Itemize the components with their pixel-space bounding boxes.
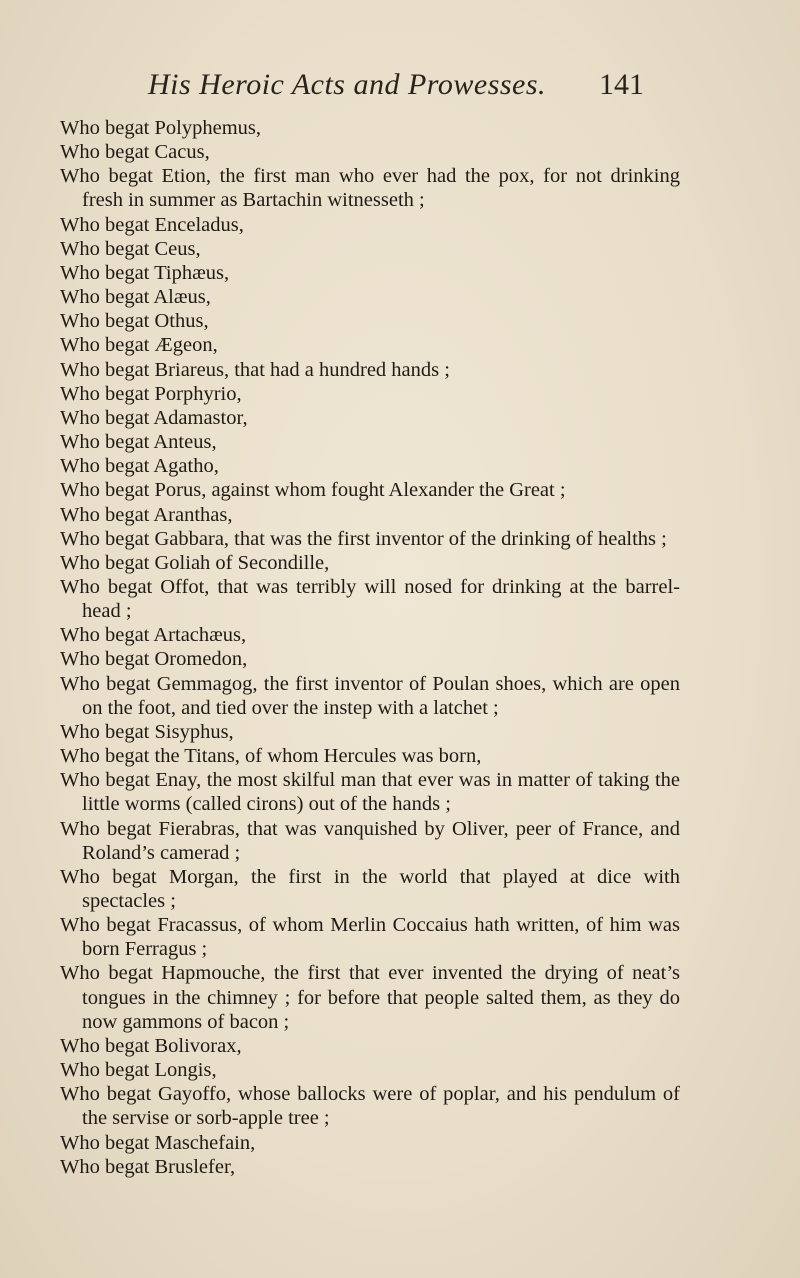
genealogy-entry: Who begat Artachæus, <box>60 624 247 647</box>
genealogy-entry: Who begat Cacus, <box>60 141 210 164</box>
genealogy-entry: Who begat Porus, against whom fought Alexander the Great ; <box>60 479 566 502</box>
page-number: 141 <box>599 68 644 101</box>
genealogy-entry: Who begat Agatho, <box>60 455 219 478</box>
genealogy-text <box>60 116 680 1179</box>
genealogy-entry: Who begat Briareus, that had a hundred hands ; <box>60 358 450 381</box>
genealogy-entry: Who begat Etion, the first man who ever had the pox, for not drinking fresh in summer as Bartachin witnesseth ; <box>60 165 680 212</box>
genealogy-entry: Who begat Oromedon, <box>60 648 248 671</box>
genealogy-entry: Who begat Enay, the most skilful man that ever was in matter of taking the little worms (called cirons) out of the hands ; <box>60 769 680 816</box>
genealogy-entry: Who begat Morgan, the first in the world that played at dice with spectacles ; <box>60 865 680 912</box>
genealogy-entry: Who begat Gabbara, that was the first inventor of the drinking of healths ; <box>60 527 667 550</box>
genealogy-entry: Who begat Othus, <box>60 310 209 333</box>
genealogy-entry: Who begat Polyphemus, <box>60 117 261 139</box>
genealogy-entry: Who begat Longis, <box>60 1059 217 1082</box>
genealogy-entry: Who begat Bolivorax, <box>60 1034 242 1057</box>
genealogy-entry: Who begat Gayoffo, whose ballocks were of poplar, and his pendulum of the servise or sorb-apple tree ; <box>60 1083 680 1130</box>
genealogy-entry: Who begat Anteus, <box>60 431 217 454</box>
genealogy-entry: Who begat Sisyphus, <box>60 720 234 743</box>
genealogy-entry: Who begat Bruslefer, <box>60 1155 236 1178</box>
genealogy-entry: Who begat the Titans, of whom Hercules was born, <box>60 745 482 768</box>
genealogy-entry: Who begat Ceus, <box>60 237 201 260</box>
genealogy-entry: Who begat Hapmouche, the first that ever invented the drying of neat’s tongues in the chimney ; for before that people salted them, as they do now gammons of bacon ; <box>60 962 680 1033</box>
genealogy-entry: Who begat Fierabras, that was vanquished by Oliver, peer of France, and Roland’s camerad ; <box>60 817 680 864</box>
genealogy-entry: Who begat Ægeon, <box>60 334 218 357</box>
genealogy-entry: Who begat Porphyrio, <box>60 382 242 405</box>
page-header <box>0 68 800 108</box>
genealogy-entry: Who begat Adamastor, <box>60 406 248 429</box>
genealogy-entry: Who begat Gemmagog, the first inventor of Poulan shoes, which are open on the foot, and tied over the instep with a latchet ; <box>60 672 680 719</box>
genealogy-entry: Who begat Fracassus, of whom Merlin Coccaius hath written, of him was born Ferragus ; <box>60 914 680 961</box>
genealogy-entry: Who begat Offot, that was terribly will nosed for drinking at the barrel-head ; <box>60 575 680 623</box>
genealogy-entry: Who begat Enceladus, <box>60 213 244 236</box>
genealogy-entry: Who begat Aranthas, <box>60 503 233 526</box>
genealogy-entry: Who begat Alæus, <box>60 286 211 309</box>
genealogy-entry: Who begat Maschefain, <box>60 1131 256 1154</box>
genealogy-entry: Who begat Goliah of Secondille, <box>60 551 330 574</box>
running-head: His Heroic Acts and Prowesses. <box>148 68 547 101</box>
genealogy-entry: Who begat Tiphæus, <box>60 261 230 284</box>
